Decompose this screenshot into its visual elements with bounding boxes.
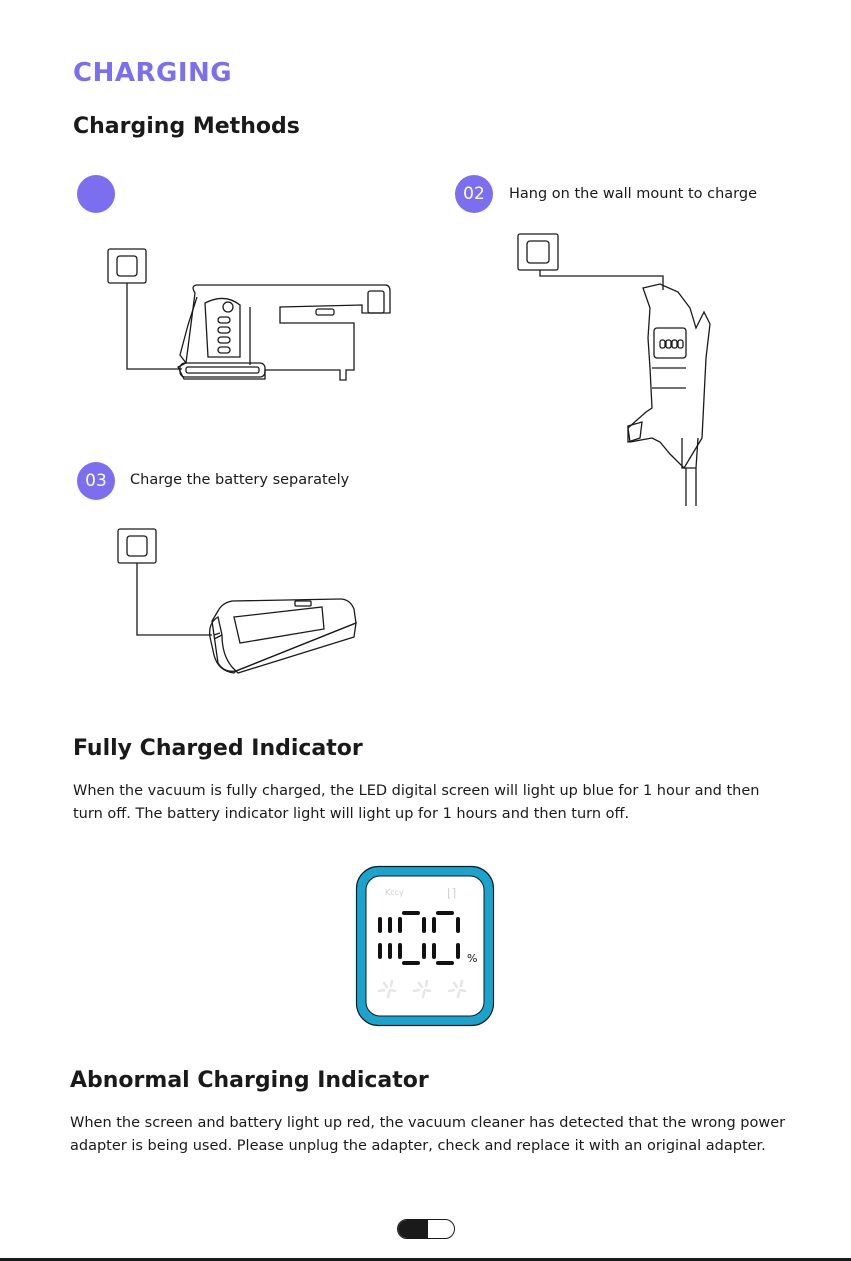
step-3-label: Charge the battery separately xyxy=(130,472,350,488)
step-1-badge xyxy=(77,175,115,213)
step-2-label: Hang on the wall mount to charge xyxy=(509,186,757,202)
svg-text:Kccy: Kccy xyxy=(385,888,404,897)
page-indicator-fill xyxy=(398,1220,428,1238)
page-title: CHARGING xyxy=(73,58,233,88)
battery-charging-illustration xyxy=(110,525,370,680)
page-indicator xyxy=(397,1219,455,1239)
handheld-charging-illustration xyxy=(100,245,400,390)
svg-text:⌊⌉: ⌊⌉ xyxy=(447,886,457,900)
led-display-illustration xyxy=(355,865,495,1027)
abnormal-charging-description: When the screen and battery light up red, the vacuum cleaner has detected that the wrong power adapter is being used. Please unplug the adapter, check and replace it with an original adapter. xyxy=(70,1115,786,1154)
step-2-badge: 02 xyxy=(455,175,493,213)
wall-mount-charging-illustration xyxy=(510,228,730,513)
abnormal-charging-heading: Abnormal Charging Indicator xyxy=(70,1068,429,1093)
fully-charged-heading: Fully Charged Indicator xyxy=(73,736,363,761)
step-3-badge: 03 xyxy=(77,462,115,500)
fully-charged-description: When the vacuum is fully charged, the LED digital screen will light up blue for 1 hour and then turn off. The battery indicator light will light up for 1 hours and then turn off. xyxy=(73,783,760,822)
display-unit: % xyxy=(467,952,478,965)
charging-methods-heading: Charging Methods xyxy=(73,114,300,139)
